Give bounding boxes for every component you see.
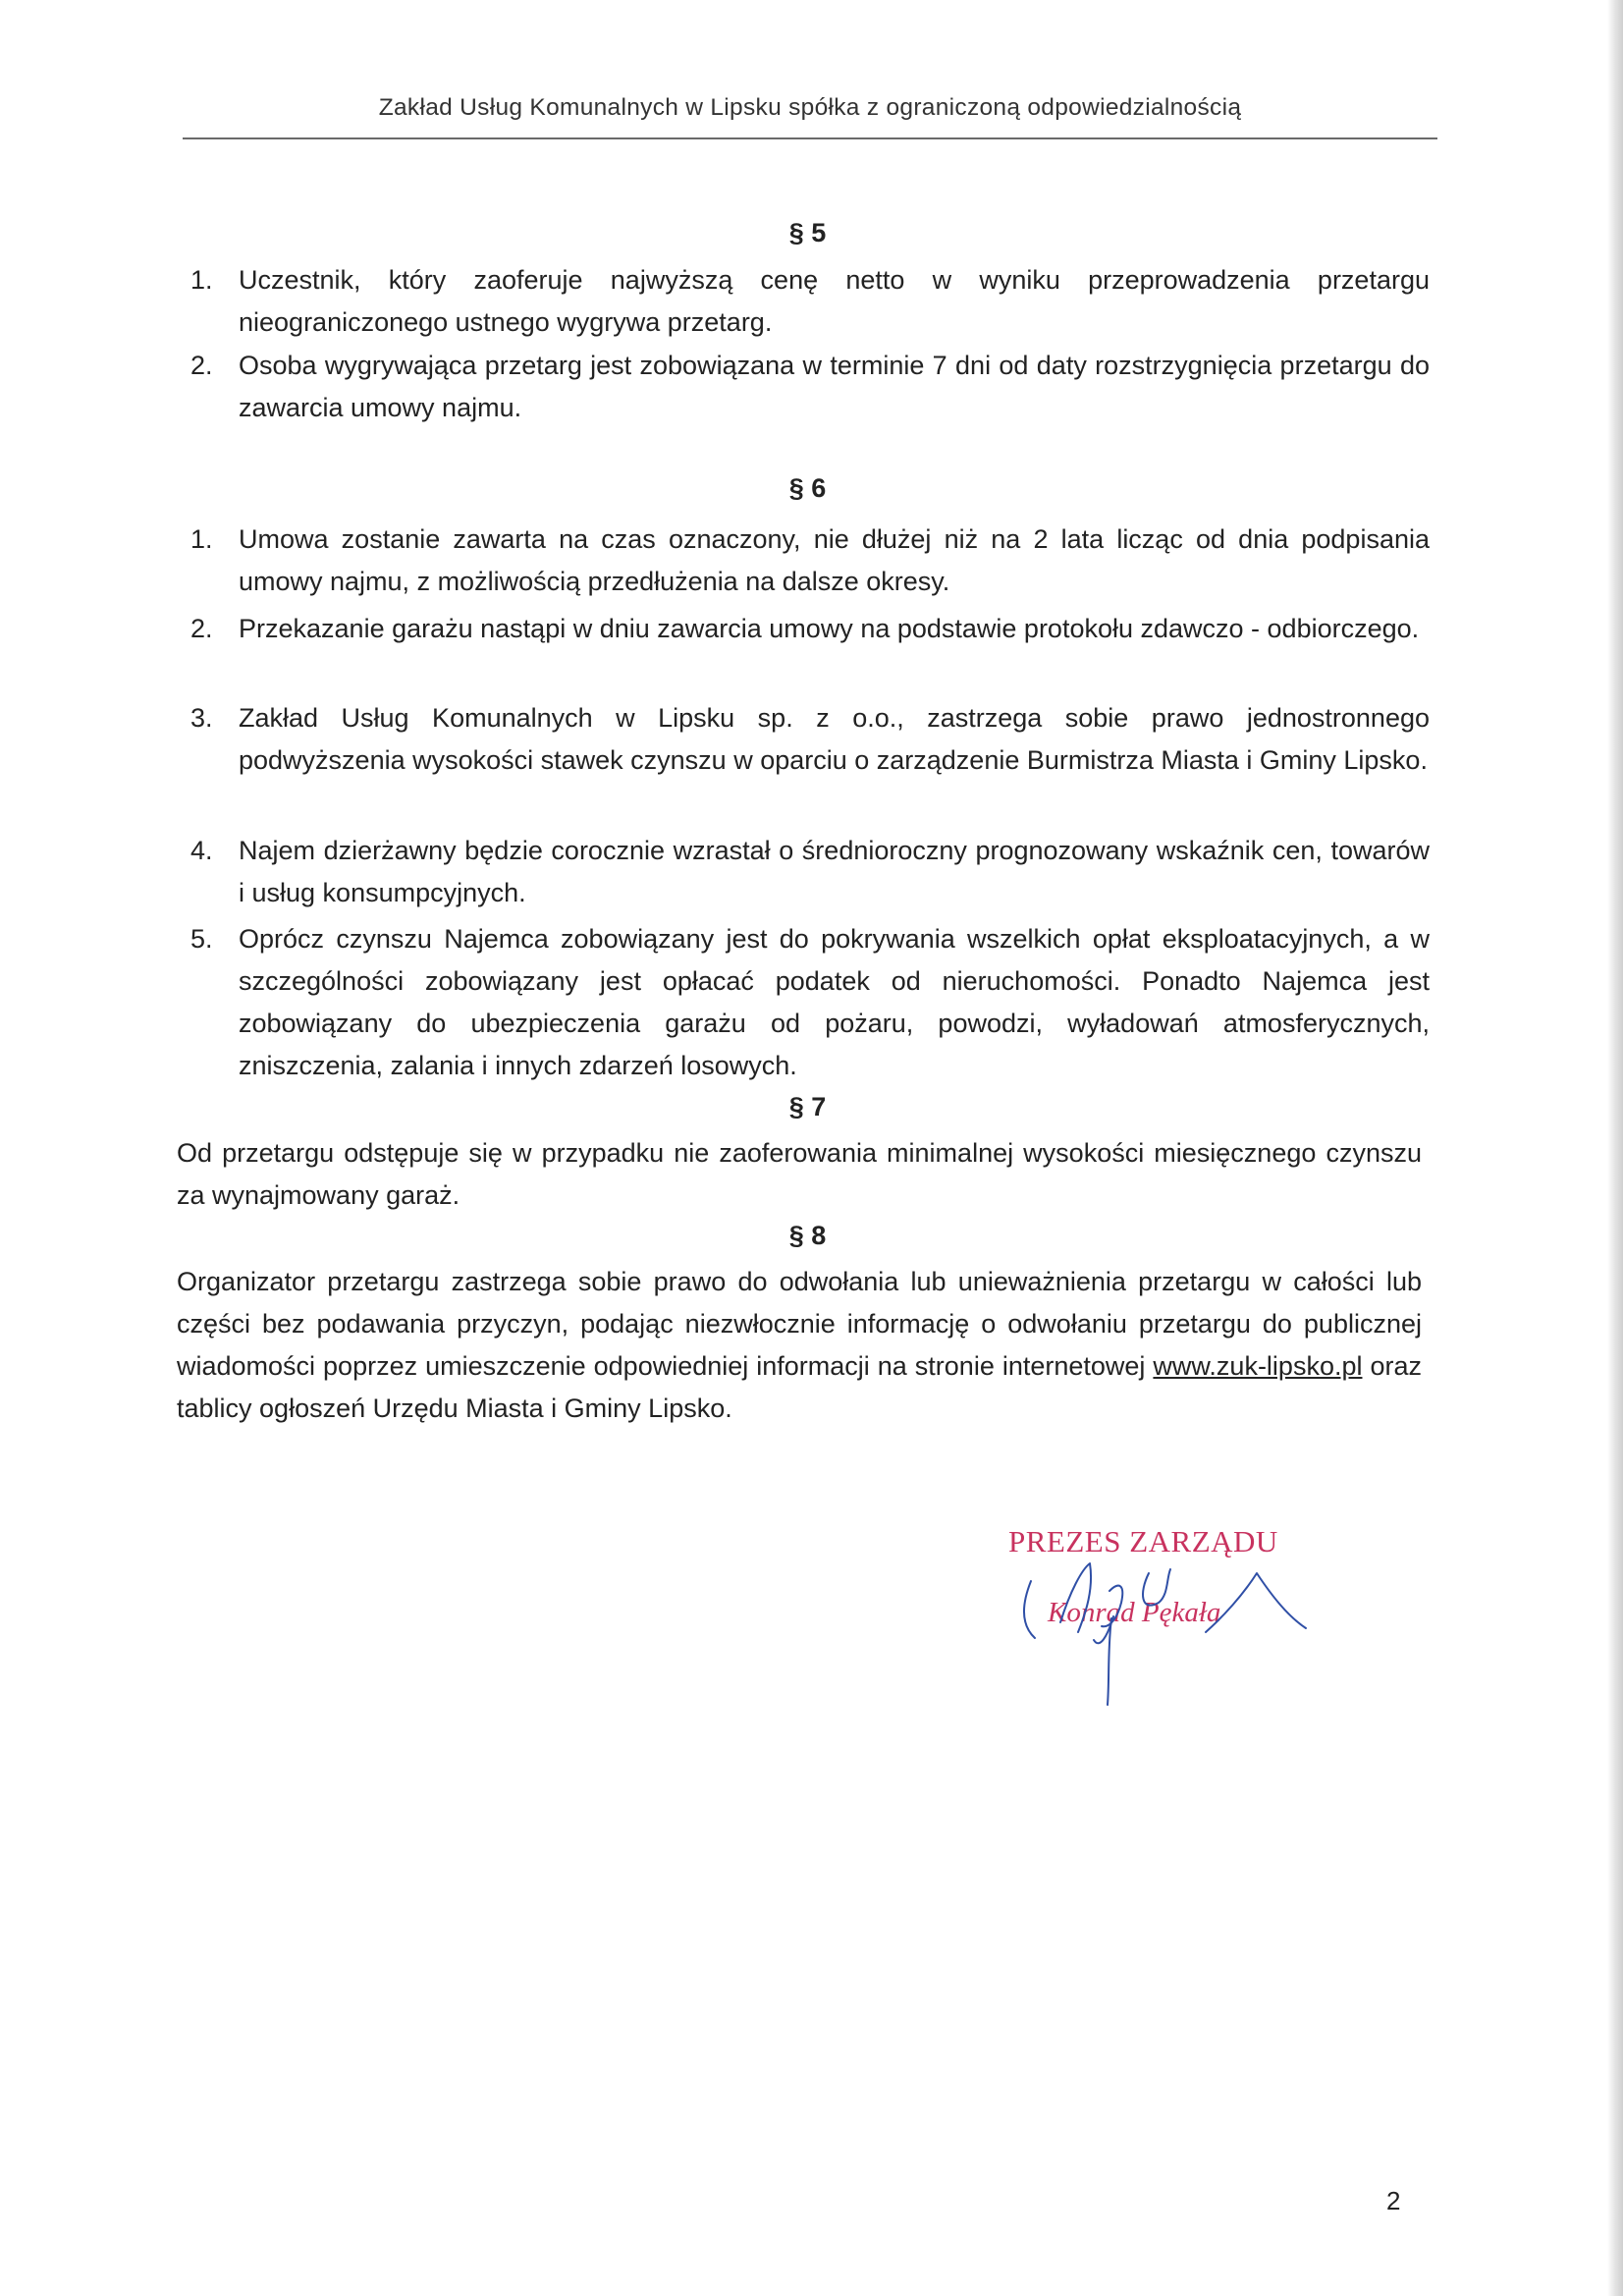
signature-stamp xyxy=(992,1512,1325,1709)
item-number: 1. xyxy=(190,265,213,295)
section-8-heading: § 8 xyxy=(788,1221,827,1250)
section-6-heading: § 6 xyxy=(788,473,827,503)
page-header: Zakład Usług Komunalnych w Lipsku spółka z ograniczoną odpowiedzialnością xyxy=(378,94,1242,121)
item-number: 3. xyxy=(190,703,213,733)
website-link[interactable]: www.zuk-lipsko.pl xyxy=(1153,1351,1363,1381)
section-7-heading: § 7 xyxy=(788,1092,827,1121)
section-6-item-5 xyxy=(183,918,1430,1087)
section-7-text: Od przetargu odstępuje się w przypadku nie zaoferowania minimalnej wysokości miesięcznego czynszu za wynajmowany garaż. xyxy=(177,1138,1422,1210)
section-6-item-4 xyxy=(183,830,1430,914)
section-6-item-2 xyxy=(183,608,1430,650)
item-text: Osoba wygrywająca przetarg jest zobowiązana w terminie 7 dni od daty rozstrzygnięcia przetargu do zawarcia umowy najmu. xyxy=(239,351,1430,422)
item-number: 2. xyxy=(190,351,213,380)
item-number: 1. xyxy=(190,524,213,554)
header-divider xyxy=(183,137,1437,139)
section-6-item-3 xyxy=(183,697,1430,782)
section-8-body: Organizator przetargu zastrzega sobie prawo do odwołania lub unieważnienia przetargu w całości lub części bez podawania przyczyn, podając niezwłocznie informację o odwołaniu przetargu do publicznej wiadomości poprzez umieszczenie odpowiedniej informacji na stronie internetowej xyxy=(177,1267,1422,1381)
item-number: 2. xyxy=(190,614,213,643)
item-number: 5. xyxy=(190,924,213,954)
section-5-item-2 xyxy=(183,345,1430,429)
handwritten-signature xyxy=(992,1512,1325,1709)
section-8-text xyxy=(177,1261,1422,1430)
item-text: Uczestnik, który zaoferuje najwyższą cenę netto w wyniku przeprowadzenia przetargu nieograniczonego ustnego wygrywa przetarg. xyxy=(239,265,1430,337)
item-text: Umowa zostanie zawarta na czas oznaczony, nie dłużej niż na 2 lata licząc od dnia podpisania umowy najmu, z możliwością przedłużenia na dalsze okresy. xyxy=(239,524,1430,596)
section-6-item-1 xyxy=(183,519,1430,603)
section-8-body-end: oraz tablicy ogłoszeń Urzędu Miasta i Gminy Lipsko. xyxy=(177,1351,1422,1423)
item-text: Najem dzierżawny będzie corocznie wzrastał o średnioroczny prognozowany wskaźnik cen, towarów i usług konsumpcyjnych. xyxy=(239,836,1430,907)
section-5-heading: § 5 xyxy=(788,218,827,247)
item-text: Zakład Usług Komunalnych w Lipsku sp. z o.o., zastrzega sobie prawo jednostronnego podwyższenia wysokości stawek czynszu w oparciu o zarządzenie Burmistrza Miasta i Gminy Lipsko. xyxy=(239,703,1430,775)
signature-name: Konrad Pękała xyxy=(1048,1597,1221,1628)
item-number: 4. xyxy=(190,836,213,865)
section-5-item-1 xyxy=(183,259,1430,344)
scan-edge-shadow xyxy=(1607,0,1623,2296)
item-text: Oprócz czynszu Najemca zobowiązany jest do pokrywania wszelkich opłat eksploatacyjnych, a w szczególności zobowiązany jest opłacać podatek od nieruchomości. Ponadto Najemca jest zobowiązany do ubezpieczenia garażu od pożaru, powodzi, wyładowań atmosferycznych, zniszczenia, zalania i innych zdarzeń losowych. xyxy=(239,924,1430,1080)
signature-title: PREZES ZARZĄDU xyxy=(1008,1524,1278,1558)
item-text: Przekazanie garażu nastąpi w dniu zawarcia umowy na podstawie protokołu zdawczo - odbiorczego. xyxy=(239,614,1420,643)
page-number: 2 xyxy=(1386,2186,1401,2215)
